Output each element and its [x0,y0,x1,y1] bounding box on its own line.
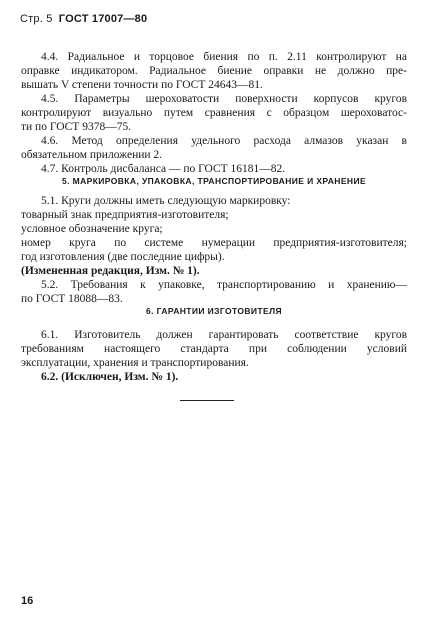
running-header [20,13,147,25]
text-line: год изготовления (две последние цифры). [21,251,225,263]
end-divider [180,400,234,401]
text-line: 4.5. Параметры шероховатости поверхности корпусов кругов [41,93,407,105]
text-line: по ГОСТ 18088—83. [21,293,123,305]
page-number: 16 [21,595,34,607]
header-doc-code: ГОСТ 17007—80 [58,13,148,25]
text-line: 4.6. Метод определения удельного расхода алмазов указан в [41,135,407,147]
text-line: эксплуатации, хранения и транспортирования. [21,357,249,369]
text-line: товарный знак предприятия-изготовителя; [21,209,229,221]
text-line: 5.2. Требования к упаковке, транспортированию и хранению— [41,279,407,291]
excluded-note: 6.2. (Исключен, Изм. № 1). [41,371,179,383]
text-line: условное обозначение круга; [21,223,163,235]
section-heading: 6. ГАРАНТИИ ИЗГОТОВИТЕЛЯ [146,306,282,316]
text-line: вышать V степени точности по ГОСТ 24643—81. [21,79,263,91]
text-line: 4.7. Контроль дисбаланса — по ГОСТ 16181—82. [41,163,286,175]
text-line: номер круга по системе нумерации предприятия-изготовителя; [21,237,407,249]
text-line: ти по ГОСТ 9378—75. [21,121,132,133]
section-heading: 5. МАРКИРОВКА, УПАКОВКА, ТРАНСПОРТИРОВАНИЕ И ХРАНЕНИЕ [61,176,367,186]
text-line: обязательном приложении 2. [21,149,163,161]
header-page-label: Стр. 5 [20,13,53,25]
text-line: контролируют визуально путем сравнения с образцом шероховатос- [21,107,407,119]
text-line: 6.1. Изготовитель должен гарантировать соответствие кругов [41,329,407,341]
text-line: оправке индикатором. Радиальное биение оправки не должно пре- [21,65,407,77]
text-line: требованиям настоящего стандарта при соблюдении условий [21,343,407,355]
text-line: 5.1. Круги должны иметь следующую маркировку: [41,195,291,207]
amendment-note: (Измененная редакция, Изм. № 1). [21,265,200,277]
text-line: 4.4. Радиальное и торцовое биения по п. 2.11 контролируют на [41,51,407,63]
